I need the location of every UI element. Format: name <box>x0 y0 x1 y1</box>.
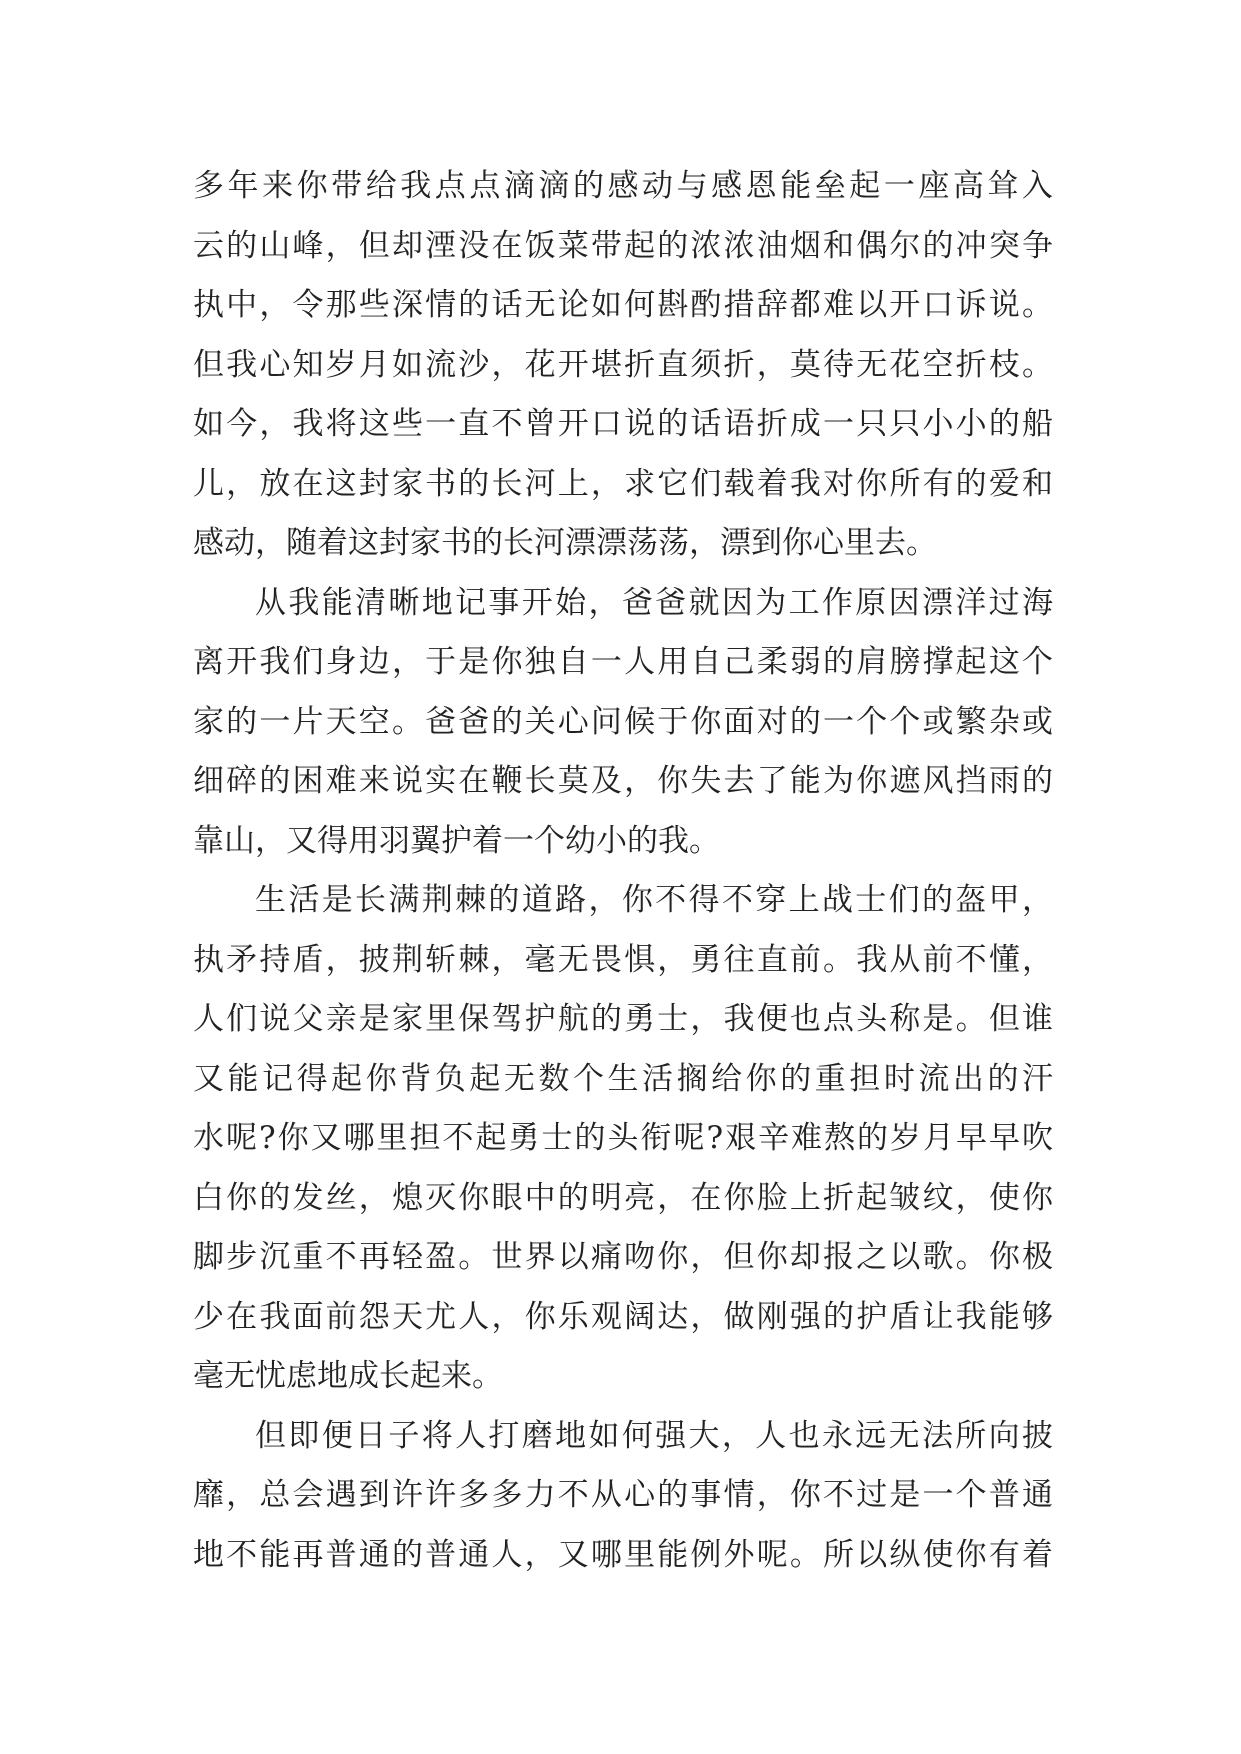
text-line: 离开我们身边，于是你独自一人用自己柔弱的肩膀撑起这个 <box>193 644 1053 680</box>
text-line: 但即便日子将人打磨地如何强大，人也永远无法所向披 <box>255 1417 1053 1454</box>
text-line: 地不能再普通的普通人，又哪里能例外呢。所以纵使你有着 <box>193 1536 1053 1573</box>
text-line: 云的山峰，但却湮没在饭菜带起的浓浓油烟和偶尔的冲突争 <box>193 227 1053 264</box>
text-line: 毫无忧虑地成长起来。 <box>193 1358 503 1394</box>
text-line: 又能记得起你背负起无数个生活搁给你的重担时流出的汗 <box>193 1060 1053 1097</box>
text-line: 靡，总会遇到许许多多力不从心的事情，你不过是一个普通 <box>193 1477 1053 1513</box>
text-line: 白你的发丝，熄灭你眼中的明亮，在你脸上折起皱纹，使你 <box>193 1179 1053 1216</box>
text-line: 多年来你带给我点点滴滴的感动与感恩能垒起一座高耸入 <box>193 168 1053 204</box>
text-line: 水呢?你又哪里担不起勇士的头衔呢?艰辛难熬的岁月早早吹 <box>193 1120 1053 1156</box>
text-line: 人们说父亲是家里保驾护航的勇士，我便也点头称是。但谁 <box>193 1001 1053 1037</box>
text-line: 但我心知岁月如流沙，花开堪折直须折，莫待无花空折枝。 <box>193 346 1053 383</box>
paragraph-1 <box>193 157 1053 574</box>
text-line: 少在我面前怨天尤人，你乐观阔达，做刚强的护盾让我能够 <box>193 1298 1053 1335</box>
text-line: 从我能清晰地记事开始，爸爸就因为工作原因漂洋过海 <box>255 584 1053 621</box>
text-line: 感动，随着这封家书的长河漂漂荡荡，漂到你心里去。 <box>193 525 937 561</box>
paragraph-4 <box>193 1407 1053 1586</box>
text-line: 脚步沉重不再轻盈。世界以痛吻你，但你却报之以歌。你极 <box>193 1239 1053 1275</box>
text-line: 如今，我将这些一直不曾开口说的话语折成一只只小小的船 <box>193 406 1053 442</box>
text-line: 儿，放在这封家书的长河上，求它们载着我对你所有的爱和 <box>193 465 1053 502</box>
text-line: 靠山，又得用羽翼护着一个幼小的我。 <box>193 822 720 859</box>
text-line: 生活是长满荆棘的道路，你不得不穿上战士们的盔甲， <box>255 882 1053 918</box>
text-line: 执矛持盾，披荆斩棘，毫无畏惧，勇往直前。我从前不懂， <box>193 941 1053 978</box>
paragraph-2 <box>193 574 1053 872</box>
text-line: 家的一片天空。爸爸的关心问候于你面对的一个个或繁杂或 <box>193 703 1053 740</box>
paragraph-3 <box>193 871 1053 1407</box>
text-line: 细碎的困难来说实在鞭长莫及，你失去了能为你遮风挡雨的 <box>193 763 1053 799</box>
text-line: 执中，令那些深情的话无论如何斟酌措辞都难以开口诉说。 <box>193 287 1053 323</box>
letter-body <box>193 157 1053 1585</box>
